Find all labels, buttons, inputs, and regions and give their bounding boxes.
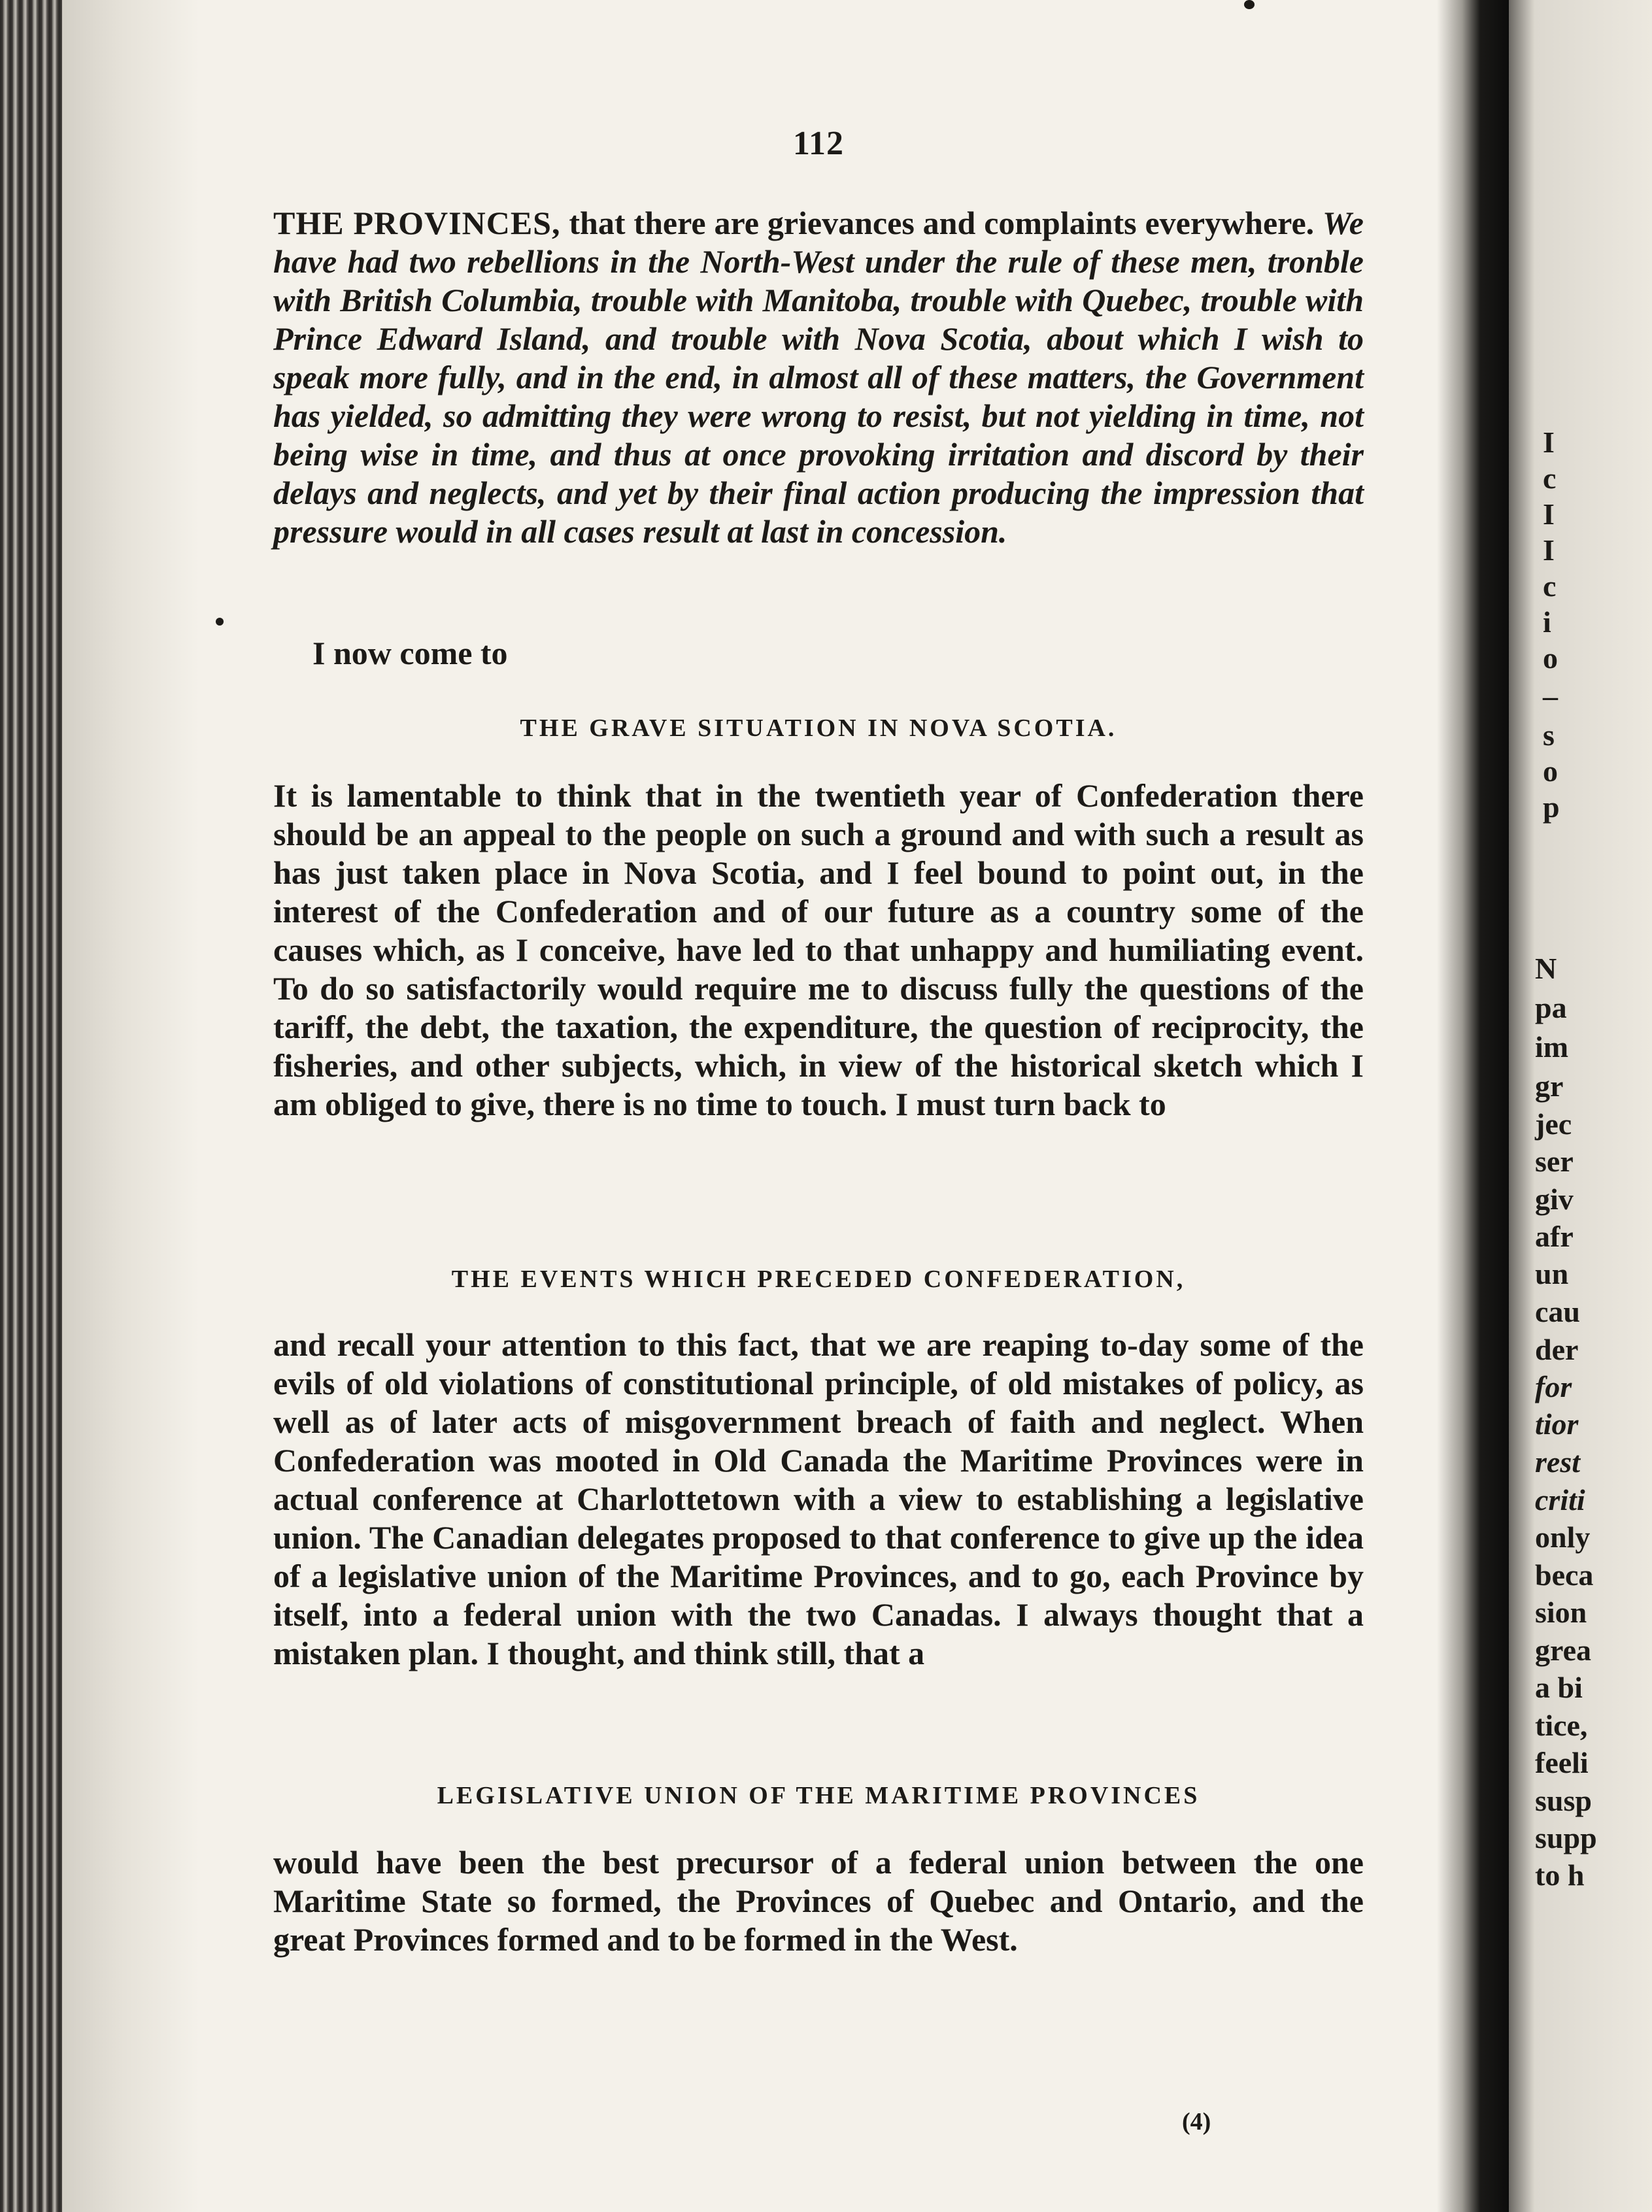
page-number: 112 bbox=[792, 125, 845, 162]
facing-page-text: I bbox=[1543, 533, 1555, 567]
transition-line: I now come to bbox=[312, 635, 508, 671]
facing-page-text: for bbox=[1535, 1370, 1572, 1403]
facing-page-fragment bbox=[1509, 0, 1652, 2212]
facing-page-text: susp bbox=[1535, 1784, 1592, 1817]
facing-page-text: im bbox=[1535, 1030, 1569, 1064]
section-heading-events: THE EVENTS WHICH PRECEDED CONFEDERATION, bbox=[451, 1265, 1186, 1293]
facing-page-text: pa bbox=[1535, 991, 1567, 1024]
facing-page-text: gr bbox=[1535, 1069, 1564, 1103]
section-heading-legislative-union: LEGISLATIVE UNION OF THE MARITIME PROVINCES bbox=[437, 1782, 1200, 1809]
facing-page-text: beca bbox=[1535, 1558, 1594, 1592]
facing-page-text: N bbox=[1535, 952, 1557, 985]
section-heading-nova-scotia: THE GRAVE SITUATION IN NOVA SCOTIA. bbox=[520, 714, 1117, 742]
margin-dot bbox=[216, 618, 224, 626]
paragraph-events: and recall your attention to this fact, that we are reaping to-day some of the evils of old violations of constitutional principle, of old mistakes of policy, as well as of later acts of misgovernment breach of faith and neglect. When Confederation was mooted in Old Canada the Maritime Provinces were in actual conference at Charlottetown with a view to establishing a legislative union. The Canadian delegates proposed to that conference to give up the idea of a legislative union of the Maritime Provinces, and to go, each Province by itself, into a federal union with the two Canadas. I always thought that a mistaken plan. I thought, and think still, that a bbox=[273, 1326, 1364, 1671]
ink-spot bbox=[1244, 0, 1255, 9]
facing-page-text: jec bbox=[1535, 1107, 1572, 1141]
facing-page-text: I bbox=[1543, 426, 1555, 459]
book-gutter bbox=[1437, 0, 1509, 2212]
facing-page-text: supp bbox=[1535, 1821, 1597, 1854]
facing-page-text: grea bbox=[1535, 1634, 1592, 1667]
book-page-edges bbox=[0, 0, 62, 2212]
facing-page-text: a bi bbox=[1535, 1671, 1583, 1704]
facing-page-text: tior bbox=[1535, 1407, 1579, 1441]
facing-page-text: feeli bbox=[1535, 1746, 1589, 1779]
paragraph-italic-text: We have had two rebellions in the North-West under the rule of these men, tronble with British Columbia, trouble with Manitoba, trouble with Quebec, trouble with Prince Edward Island, and trouble with Nova Scotia, about which I wish to speak more fully, and in the end, in almost all of these matters, the Government has yielded, so admitting they were wrong to resist, but not yielding in time, not being wise in time, and thus at once provoking irritation and discord by their delays and neglects, and yet by their final action producing the impression that pressure would in all cases result at last in concession. bbox=[273, 205, 1364, 550]
signature-mark: (4) bbox=[1182, 2108, 1211, 2136]
facing-page-text: rest bbox=[1535, 1445, 1580, 1479]
facing-page-text: c bbox=[1543, 569, 1557, 603]
facing-page-text: der bbox=[1535, 1333, 1579, 1366]
facing-page-text: i bbox=[1543, 605, 1551, 639]
facing-page-text: to h bbox=[1535, 1858, 1585, 1892]
paragraph-provinces bbox=[273, 204, 1364, 551]
paragraph-plain-text: that there are grievances and complaints everywhere. bbox=[560, 205, 1323, 241]
facing-page-text: o bbox=[1543, 641, 1558, 675]
facing-page-text: o bbox=[1543, 754, 1558, 788]
facing-page-text: un bbox=[1535, 1257, 1569, 1290]
facing-page-text: tice, bbox=[1535, 1709, 1588, 1742]
facing-page-text: I bbox=[1543, 497, 1555, 531]
facing-page-text: giv bbox=[1535, 1182, 1574, 1216]
paragraph-lead: THE PROVINCES, bbox=[273, 205, 561, 241]
paragraph-nova-scotia: It is lamentable to think that in the twentieth year of Confederation there should be an appeal to the people on such a ground and with such a result as has just taken place in Nova Scotia, and I feel bound to point out, in the interest of the Confederation and of our future as a country some of the causes which, as I conceive, have led to that unhappy and humiliating event. To do so satisfactorily would require me to discuss fully the questions of the tariff, the debt, the taxation, the expenditure, the question of reciprocity, the fisheries, and other subjects, which, in view of the historical sketch which I am obliged to give, there is no time to touch. I must turn back to bbox=[273, 777, 1364, 1122]
facing-page-text: s bbox=[1543, 718, 1555, 752]
facing-page-text: – bbox=[1543, 679, 1558, 712]
facing-page-text: criti bbox=[1535, 1483, 1585, 1517]
facing-page-text: p bbox=[1543, 790, 1560, 824]
facing-page-text: only bbox=[1535, 1520, 1591, 1554]
paragraph-legislative-union: would have been the best precursor of a federal union between the one Maritime State so formed, the Provinces of Quebec and Ontario, and the great Provinces formed and to be formed in the West. bbox=[273, 1844, 1364, 1958]
facing-page-text: afr bbox=[1535, 1220, 1574, 1253]
facing-page-text: cau bbox=[1535, 1295, 1580, 1328]
facing-page-text: c bbox=[1543, 461, 1557, 495]
facing-page-text: sion bbox=[1535, 1596, 1587, 1629]
page-shadow bbox=[62, 0, 199, 2212]
facing-page-text: ser bbox=[1535, 1145, 1574, 1178]
